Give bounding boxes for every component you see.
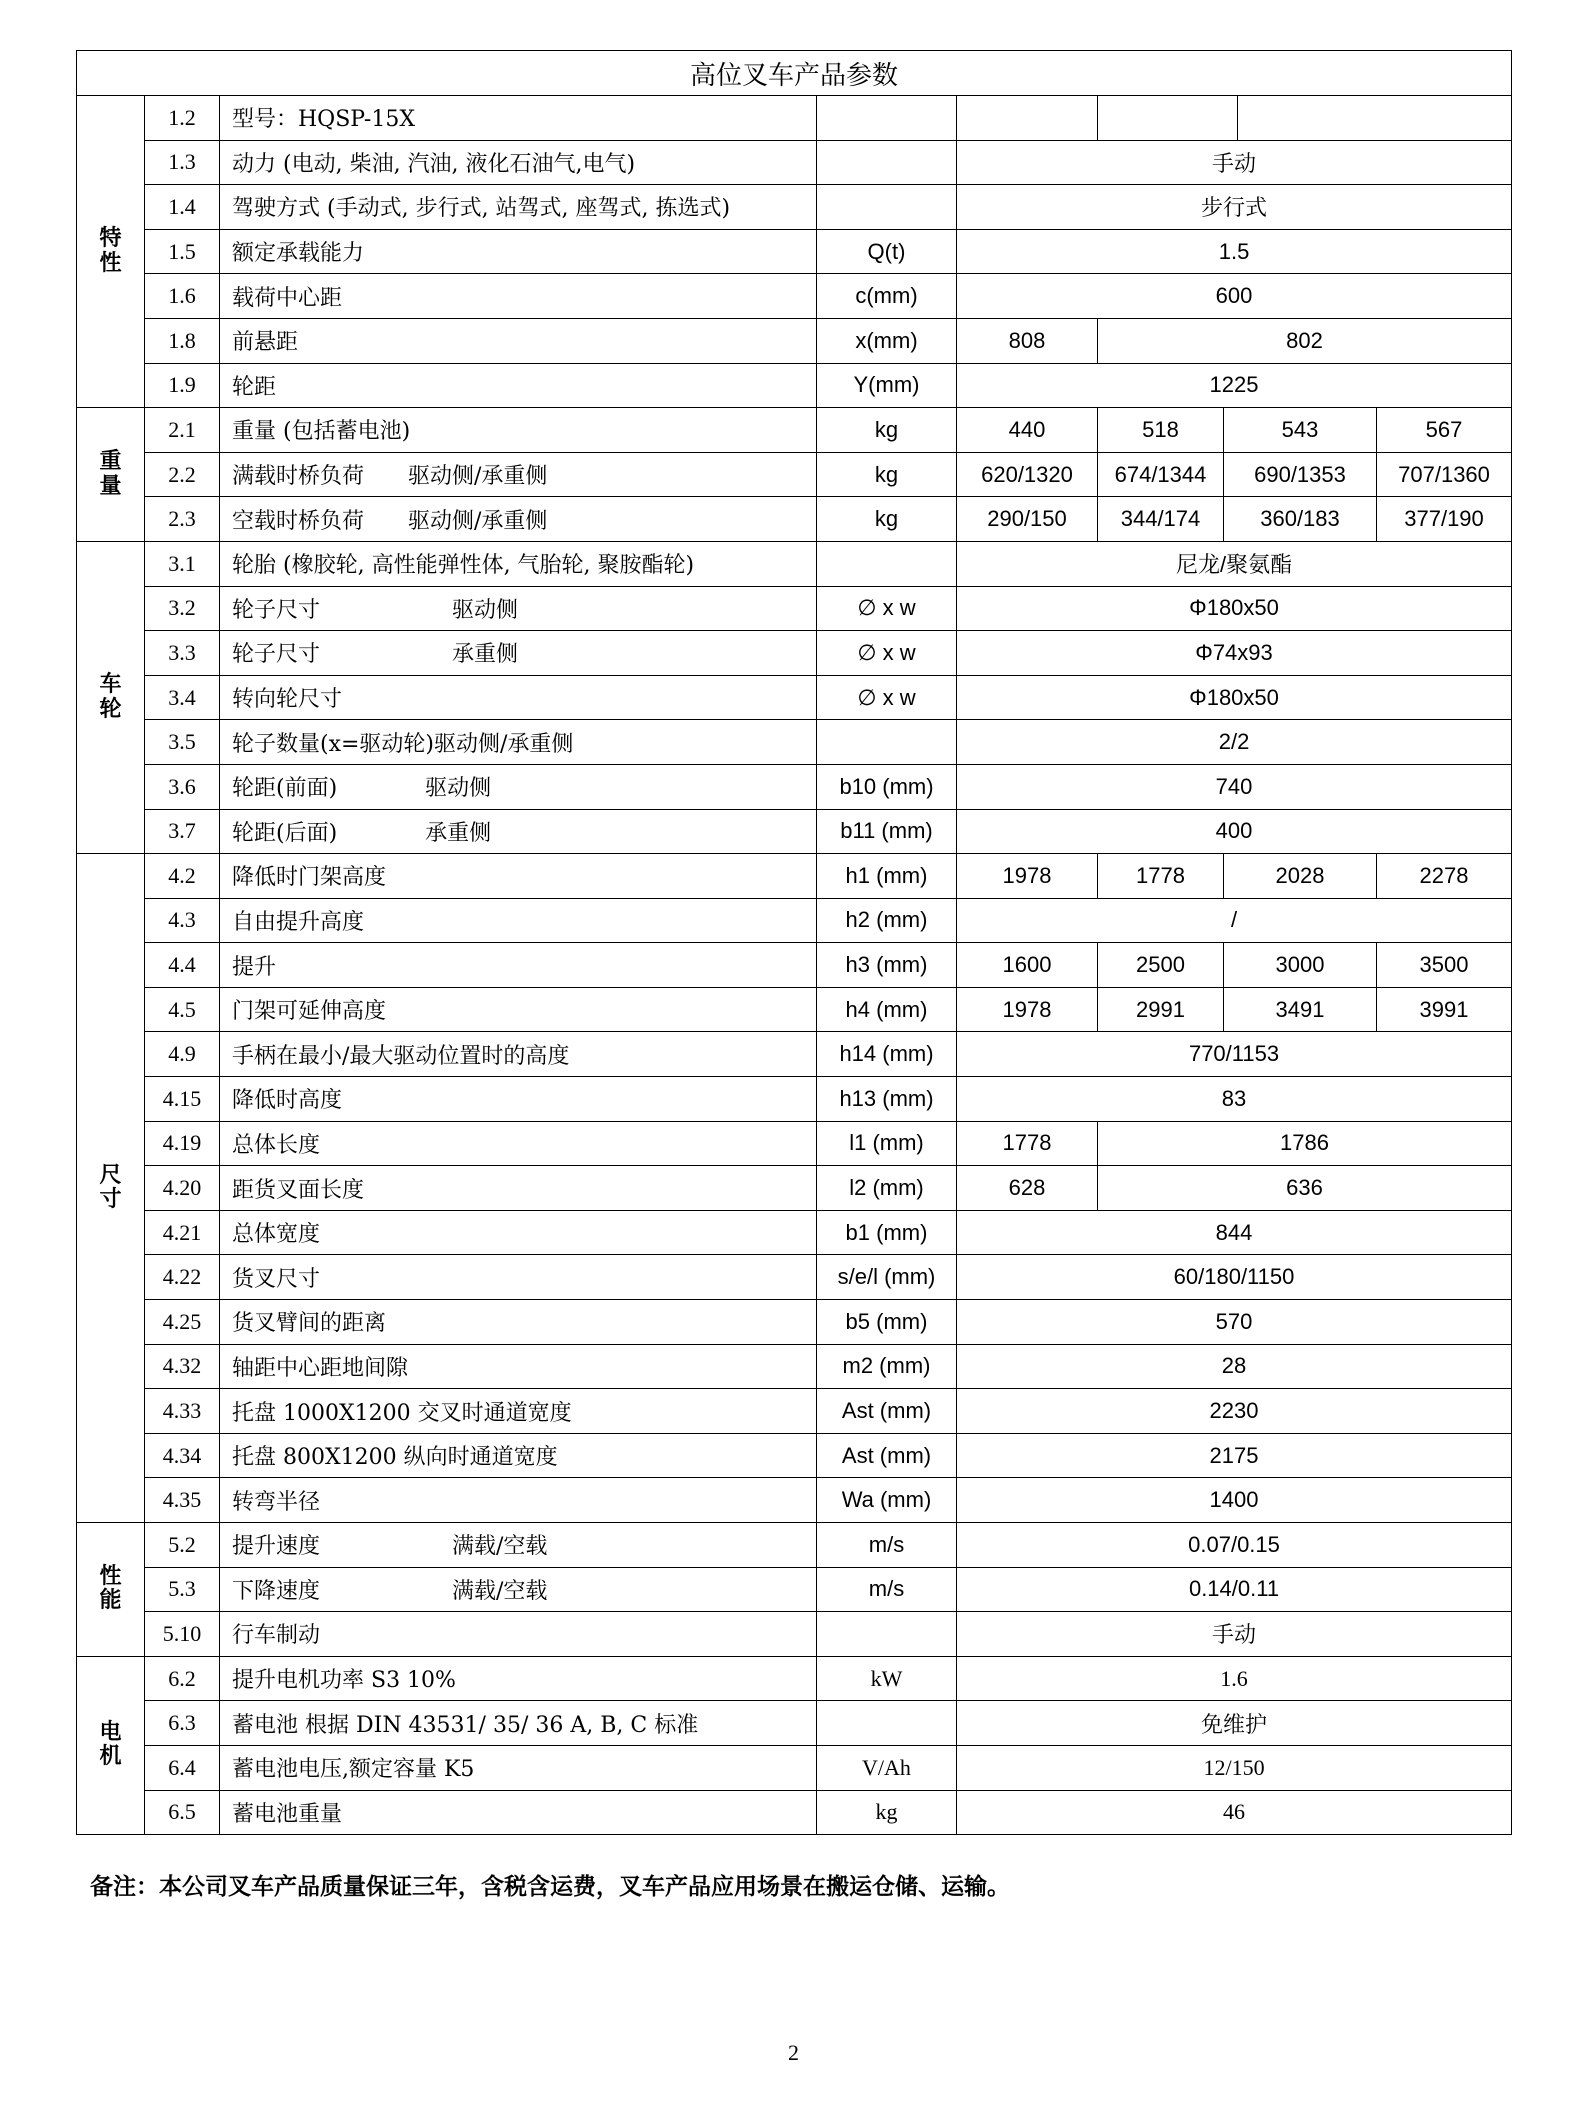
item-number: 4.25 (145, 1300, 220, 1345)
unit-cell: ∅ x w (817, 675, 957, 720)
category-label (77, 96, 145, 408)
unit-cell: b5 (mm) (817, 1300, 957, 1345)
value-cell: 1.5 (957, 229, 1512, 274)
table-row (77, 809, 1512, 854)
item-number: 4.34 (145, 1433, 220, 1478)
table-row (77, 1344, 1512, 1389)
value-cell: 1600 (957, 943, 1098, 988)
value-cell: 360/183 (1224, 497, 1377, 542)
table-row (77, 1077, 1512, 1122)
table-row (77, 1210, 1512, 1255)
value-cell: 628 (957, 1166, 1098, 1211)
table-row (77, 586, 1512, 631)
table-row (77, 1478, 1512, 1523)
item-description: 蓄电池重量 (220, 1790, 817, 1835)
category-text: 尺寸 (99, 1162, 122, 1213)
table-row (77, 541, 1512, 586)
value-cell: 60/180/1150 (957, 1255, 1512, 1300)
unit-cell: kg (817, 408, 957, 453)
item-description: 蓄电池 根据 DIN 43531/ 35/ 36 A, B, C 标准 (220, 1701, 817, 1746)
item-number: 3.3 (145, 631, 220, 676)
value-cell: 400 (957, 809, 1512, 854)
table-row (77, 497, 1512, 542)
item-description: 总体宽度 (220, 1210, 817, 1255)
category-text: 车轮 (99, 672, 122, 722)
unit-cell: h14 (mm) (817, 1032, 957, 1077)
table-title: 高位叉车产品参数 (77, 51, 1512, 96)
value-cell: 2/2 (957, 720, 1512, 765)
item-number: 4.2 (145, 854, 220, 899)
item-number: 3.2 (145, 586, 220, 631)
item-description: 额定承载能力 (220, 229, 817, 274)
value-cell: 2175 (957, 1433, 1512, 1478)
item-number: 6.2 (145, 1656, 220, 1701)
value-cell: 手动 (957, 140, 1512, 185)
page-number: 2 (788, 2040, 799, 2065)
value-cell: 636 (1098, 1166, 1512, 1211)
value-cell: 290/150 (957, 497, 1098, 542)
unit-cell: ∅ x w (817, 631, 957, 676)
item-number: 2.2 (145, 452, 220, 497)
unit-cell: l2 (mm) (817, 1166, 957, 1211)
item-number: 4.5 (145, 987, 220, 1032)
value-cell: 1400 (957, 1478, 1512, 1523)
value-cell: 2230 (957, 1389, 1512, 1434)
category-label (77, 1656, 145, 1834)
unit-cell: Ast (mm) (817, 1389, 957, 1434)
value-cell: 2500 (1098, 943, 1224, 988)
item-number: 3.6 (145, 764, 220, 809)
unit-cell: m2 (mm) (817, 1344, 957, 1389)
value-cell: 770/1153 (957, 1032, 1512, 1077)
item-description: 降低时门架高度 (220, 854, 817, 899)
item-description: 托盘 1000X1200 交叉时通道宽度 (220, 1389, 817, 1434)
unit-cell (817, 96, 957, 141)
item-description: 提升电机功率 S3 10% (220, 1656, 817, 1701)
value-cell: 83 (957, 1077, 1512, 1122)
spec-table (76, 50, 1512, 1835)
value-cell: 3500 (1377, 943, 1512, 988)
item-description: 门架可延伸高度 (220, 987, 817, 1032)
item-description: 空载时桥负荷 驱动侧/承重侧 (220, 497, 817, 542)
category-label (77, 1523, 145, 1657)
value-cell: 28 (957, 1344, 1512, 1389)
item-number: 4.33 (145, 1389, 220, 1434)
unit-cell: Wa (mm) (817, 1478, 957, 1523)
value-cell: 674/1344 (1098, 452, 1224, 497)
unit-cell (817, 185, 957, 230)
item-number: 4.22 (145, 1255, 220, 1300)
table-row (77, 675, 1512, 720)
unit-cell (817, 720, 957, 765)
unit-cell: c(mm) (817, 274, 957, 319)
item-description: 提升速度 满载/空载 (220, 1523, 817, 1568)
value-cell: 免维护 (957, 1701, 1512, 1746)
value-cell: 808 (957, 318, 1098, 363)
title-row (77, 51, 1512, 96)
item-description: 降低时高度 (220, 1077, 817, 1122)
item-description: 轮子数量(x=驱动轮)驱动侧/承重侧 (220, 720, 817, 765)
item-number: 1.5 (145, 229, 220, 274)
item-number: 6.3 (145, 1701, 220, 1746)
category-text: 电机 (99, 1720, 122, 1770)
table-row (77, 1790, 1512, 1835)
table-row (77, 987, 1512, 1032)
table-row (77, 1300, 1512, 1345)
item-number: 4.19 (145, 1121, 220, 1166)
value-cell: 尼龙/聚氨酯 (957, 541, 1512, 586)
table-row (77, 898, 1512, 943)
unit-cell (817, 140, 957, 185)
value-cell: 1225 (957, 363, 1512, 408)
item-number: 4.21 (145, 1210, 220, 1255)
unit-cell: kg (817, 497, 957, 542)
item-description: 轮距(后面) 承重侧 (220, 809, 817, 854)
unit-cell (817, 1612, 957, 1657)
unit-cell (817, 541, 957, 586)
item-description: 自由提升高度 (220, 898, 817, 943)
value-cell: 1.6 (957, 1656, 1512, 1701)
table-row (77, 408, 1512, 453)
unit-cell: m/s (817, 1567, 957, 1612)
item-number: 1.2 (145, 96, 220, 141)
table-row (77, 229, 1512, 274)
item-description: 货叉尺寸 (220, 1255, 817, 1300)
value-cell: 570 (957, 1300, 1512, 1345)
table-row (77, 318, 1512, 363)
item-number: 3.1 (145, 541, 220, 586)
item-description: 轴距中心距地间隙 (220, 1344, 817, 1389)
unit-cell: kg (817, 1790, 957, 1835)
table-row (77, 452, 1512, 497)
item-description: 提升 (220, 943, 817, 988)
table-row (77, 1612, 1512, 1657)
value-cell: 3000 (1224, 943, 1377, 988)
category-text: 特性 (99, 226, 122, 276)
item-description: 型号：HQSP-15X (220, 96, 817, 141)
unit-cell: V/Ah (817, 1745, 957, 1790)
item-number: 4.35 (145, 1478, 220, 1523)
item-description: 手柄在最小/最大驱动位置时的高度 (220, 1032, 817, 1077)
value-cell: 步行式 (957, 185, 1512, 230)
table-row (77, 1389, 1512, 1434)
value-cell: Φ74x93 (957, 631, 1512, 676)
item-description: 距货叉面长度 (220, 1166, 817, 1211)
table-row (77, 764, 1512, 809)
value-cell: 802 (1098, 318, 1512, 363)
item-number: 6.5 (145, 1790, 220, 1835)
table-row (77, 185, 1512, 230)
value-cell: 344/174 (1098, 497, 1224, 542)
value-cell: 0.14/0.11 (957, 1567, 1512, 1612)
unit-cell: h13 (mm) (817, 1077, 957, 1122)
value-cell: 1978 (957, 987, 1098, 1032)
unit-cell: h4 (mm) (817, 987, 957, 1032)
table-row (77, 1166, 1512, 1211)
value-cell (957, 96, 1098, 141)
unit-cell: b11 (mm) (817, 809, 957, 854)
category-text: 重量 (99, 449, 122, 499)
item-description: 行车制动 (220, 1612, 817, 1657)
item-number: 1.9 (145, 363, 220, 408)
value-cell: 567 (1377, 408, 1512, 453)
unit-cell: h1 (mm) (817, 854, 957, 899)
table-row (77, 943, 1512, 988)
value-cell: 440 (957, 408, 1098, 453)
value-cell: 1786 (1098, 1121, 1512, 1166)
table-row (77, 363, 1512, 408)
category-text: 性能 (99, 1564, 122, 1614)
unit-cell: Q(t) (817, 229, 957, 274)
item-description: 重量 (包括蓄电池) (220, 408, 817, 453)
item-number: 1.3 (145, 140, 220, 185)
value-cell: 377/190 (1377, 497, 1512, 542)
item-description: 轮胎 (橡胶轮, 高性能弹性体, 气胎轮, 聚胺酯轮) (220, 541, 817, 586)
value-cell: 2028 (1224, 854, 1377, 899)
unit-cell: ∅ x w (817, 586, 957, 631)
table-row (77, 274, 1512, 319)
value-cell (1238, 96, 1512, 141)
table-row (77, 1523, 1512, 1568)
item-description: 转弯半径 (220, 1478, 817, 1523)
item-number: 4.3 (145, 898, 220, 943)
unit-cell: kg (817, 452, 957, 497)
value-cell: 543 (1224, 408, 1377, 453)
value-cell: 620/1320 (957, 452, 1098, 497)
unit-cell: l1 (mm) (817, 1121, 957, 1166)
item-description: 前悬距 (220, 318, 817, 363)
unit-cell: h3 (mm) (817, 943, 957, 988)
unit-cell: b1 (mm) (817, 1210, 957, 1255)
unit-cell: x(mm) (817, 318, 957, 363)
table-row (77, 1567, 1512, 1612)
value-cell (1098, 96, 1238, 141)
item-number: 4.20 (145, 1166, 220, 1211)
item-number: 5.3 (145, 1567, 220, 1612)
category-label (77, 541, 145, 853)
value-cell: 46 (957, 1790, 1512, 1835)
item-number: 3.4 (145, 675, 220, 720)
value-cell: 600 (957, 274, 1512, 319)
item-description: 动力 (电动, 柴油, 汽油, 液化石油气,电气) (220, 140, 817, 185)
remark-note: 备注：本公司叉车产品质量保证三年，含税含运费，叉车产品应用场景在搬运仓储、运输。 (90, 1874, 1010, 1900)
unit-cell: b10 (mm) (817, 764, 957, 809)
table-row (77, 1255, 1512, 1300)
item-description: 总体长度 (220, 1121, 817, 1166)
item-number: 4.32 (145, 1344, 220, 1389)
item-description: 下降速度 满载/空载 (220, 1567, 817, 1612)
value-cell: 2278 (1377, 854, 1512, 899)
value-cell: 0.07/0.15 (957, 1523, 1512, 1568)
unit-cell (817, 1701, 957, 1746)
item-number: 4.4 (145, 943, 220, 988)
unit-cell: s/e/l (mm) (817, 1255, 957, 1300)
unit-cell: h2 (mm) (817, 898, 957, 943)
value-cell: 2991 (1098, 987, 1224, 1032)
item-number: 5.10 (145, 1612, 220, 1657)
value-cell: / (957, 898, 1512, 943)
value-cell: 707/1360 (1377, 452, 1512, 497)
table-row (77, 1032, 1512, 1077)
item-number: 5.2 (145, 1523, 220, 1568)
item-description: 满载时桥负荷 驱动侧/承重侧 (220, 452, 817, 497)
value-cell: 844 (957, 1210, 1512, 1255)
item-number: 1.4 (145, 185, 220, 230)
table-row (77, 1701, 1512, 1746)
value-cell: 740 (957, 764, 1512, 809)
item-number: 2.1 (145, 408, 220, 453)
value-cell: 手动 (957, 1612, 1512, 1657)
item-description: 托盘 800X1200 纵向时通道宽度 (220, 1433, 817, 1478)
item-description: 驾驶方式 (手动式, 步行式, 站驾式, 座驾式, 拣选式) (220, 185, 817, 230)
item-description: 轮距 (220, 363, 817, 408)
item-number: 3.7 (145, 809, 220, 854)
item-description: 轮子尺寸 承重侧 (220, 631, 817, 676)
table-row (77, 854, 1512, 899)
value-cell: 3991 (1377, 987, 1512, 1032)
value-cell: 1778 (1098, 854, 1224, 899)
value-cell: 1778 (957, 1121, 1098, 1166)
item-number: 4.9 (145, 1032, 220, 1077)
item-number: 6.4 (145, 1745, 220, 1790)
item-description: 货叉臂间的距离 (220, 1300, 817, 1345)
table-row (77, 96, 1512, 141)
value-cell: 518 (1098, 408, 1224, 453)
value-cell: Φ180x50 (957, 586, 1512, 631)
item-description: 转向轮尺寸 (220, 675, 817, 720)
item-number: 2.3 (145, 497, 220, 542)
unit-cell: kW (817, 1656, 957, 1701)
item-description: 蓄电池电压,额定容量 K5 (220, 1745, 817, 1790)
table-row (77, 720, 1512, 765)
value-cell: 3491 (1224, 987, 1377, 1032)
value-cell: 12/150 (957, 1745, 1512, 1790)
item-number: 1.6 (145, 274, 220, 319)
item-number: 1.8 (145, 318, 220, 363)
unit-cell: Ast (mm) (817, 1433, 957, 1478)
table-row (77, 140, 1512, 185)
unit-cell: Y(mm) (817, 363, 957, 408)
category-label (77, 854, 145, 1523)
table-row (77, 1656, 1512, 1701)
table-row (77, 1121, 1512, 1166)
item-number: 4.15 (145, 1077, 220, 1122)
category-label (77, 408, 145, 542)
item-description: 载荷中心距 (220, 274, 817, 319)
unit-cell: m/s (817, 1523, 957, 1568)
value-cell: Φ180x50 (957, 675, 1512, 720)
table-row (77, 1745, 1512, 1790)
item-description: 轮子尺寸 驱动侧 (220, 586, 817, 631)
table-row (77, 631, 1512, 676)
value-cell: 690/1353 (1224, 452, 1377, 497)
item-number: 3.5 (145, 720, 220, 765)
item-description: 轮距(前面) 驱动侧 (220, 764, 817, 809)
value-cell: 1978 (957, 854, 1098, 899)
table-row (77, 1433, 1512, 1478)
